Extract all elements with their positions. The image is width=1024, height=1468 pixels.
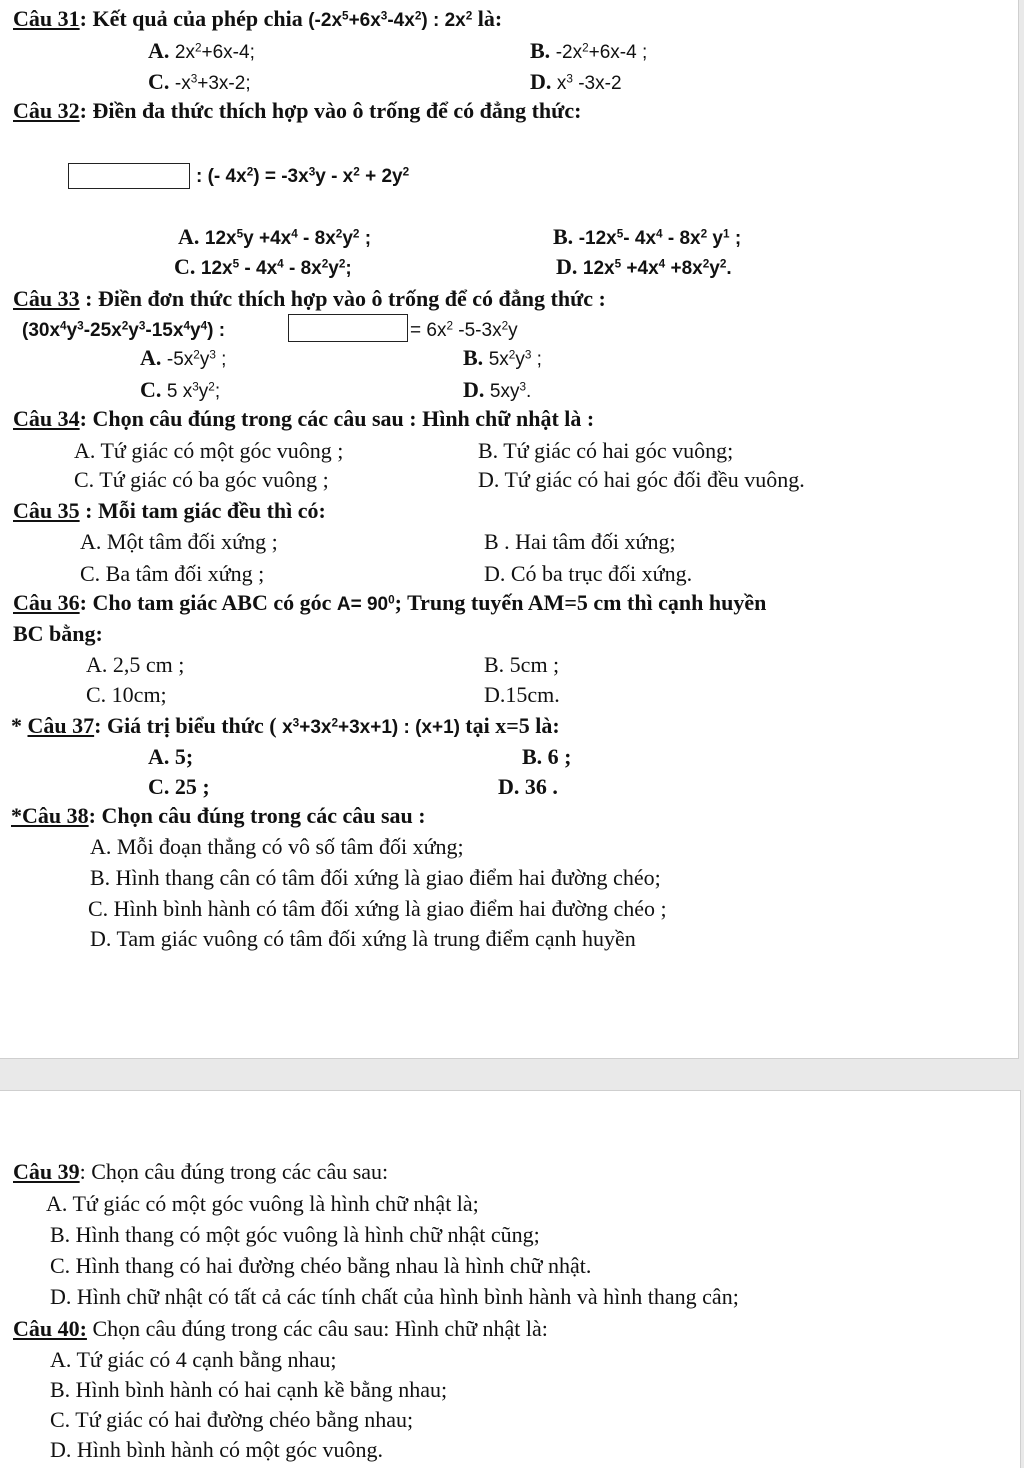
option-d[interactable]: D. Có ba trục đối xứng. — [484, 561, 693, 586]
option-d[interactable]: D. 36 . — [498, 774, 558, 799]
page-2 — [0, 1090, 1021, 1468]
option-a[interactable]: A. Tứ giác có một góc vuông là hình chữ nhật là; — [46, 1191, 479, 1216]
option-c[interactable]: C. $12x^5 - 4x^4 - 8x^2y^2$; — [174, 254, 352, 279]
option-c[interactable]: C. 10cm; — [86, 682, 167, 707]
question-stem: : Mỗi tam giác đều thì có: — [79, 498, 326, 523]
option-c[interactable]: C. Tứ giác có hai đường chéo bằng nhau; — [50, 1407, 414, 1432]
question-label: *Câu 38 — [11, 803, 89, 828]
option-d[interactable]: D. Tam giác vuông có tâm đối xứng là trung điểm cạnh huyền — [90, 926, 636, 951]
question-40 — [13, 1316, 548, 1342]
question-stem-line2: BC bằng: — [13, 621, 103, 646]
equation-right: = $6x^2$ $-5-3x^2y$ — [410, 319, 518, 341]
equation-left: $(30x^4y^3-25x^2y^3-15x^4y^4)$ : — [22, 319, 226, 341]
question-34 — [13, 406, 594, 432]
question-stem: : Giá trị biểu thức ( — [94, 713, 283, 738]
question-stem: Chọn câu đúng trong các câu sau: Hình chữ nhật là: — [86, 1316, 548, 1341]
question-label: Câu 32 — [13, 98, 80, 123]
question-label: Câu 37 — [27, 713, 95, 738]
option-b[interactable]: B. $5x^2y^3$ ; — [463, 345, 542, 370]
option-b[interactable]: B. 5cm ; — [484, 652, 560, 677]
question-36 — [13, 590, 766, 618]
question-label: Câu 35 — [13, 498, 80, 523]
question-35 — [13, 498, 326, 524]
option-c[interactable]: C. 5 $x^3y^2$; — [140, 377, 221, 402]
question-label: Câu 34 — [13, 406, 80, 431]
option-d[interactable]: D. Tứ giác có hai góc đối đều vuông. — [478, 467, 805, 492]
option-c[interactable]: C. Ba tâm đối xứng ; — [80, 561, 265, 586]
option-b[interactable]: B . Hai tâm đối xứng; — [484, 529, 676, 554]
question-label: Câu 36 — [13, 590, 80, 615]
option-a[interactable]: A. $12x^5y +4x^4 - 8x^2y^2$ ; — [178, 224, 372, 249]
question-stem: : Chọn câu đúng trong các câu sau: — [79, 1159, 389, 1184]
angle-expression: $A= 90^0$ — [336, 593, 395, 615]
question-39 — [13, 1159, 388, 1185]
question-stem: : Chọn câu đúng trong các câu sau : — [88, 803, 426, 828]
option-a[interactable]: A. $-5x^2y^3$ ; — [140, 345, 227, 370]
option-d[interactable]: D. $5xy^3$. — [463, 377, 532, 402]
question-37: * Câu 37: Giá trị biểu thức ( $x^3+3x^2+3x+1$) : (x+1) tại x=5 là: — [11, 713, 560, 738]
blank-box[interactable] — [288, 314, 408, 342]
question-31: Câu 31: Kết quả của phép chia $(-2x^5+6x^3-4x^2)$ : $2x^2$ là: — [13, 6, 503, 31]
question-38 — [11, 803, 426, 829]
option-c[interactable]: C. Hình bình hành có tâm đối xứng là giao điểm hai đường chéo ; — [88, 896, 667, 921]
option-b[interactable]: B. Hình thang cân có tâm đối xứng là giao điểm hai đường chéo; — [90, 865, 661, 890]
option-a[interactable]: A. Mỗi đoạn thẳng có vô số tâm đối xứng; — [90, 834, 464, 859]
option-a[interactable]: A. $2x^2+6x-4$; — [148, 38, 255, 63]
option-b[interactable]: B. Hình thang có một góc vuông là hình chữ nhật cũng; — [50, 1222, 540, 1247]
option-a[interactable]: A. Tứ giác có 4 cạnh bằng nhau; — [50, 1347, 337, 1372]
option-a[interactable]: A. 2,5 cm ; — [86, 652, 185, 677]
question-stem: : Điền đa thức thích hợp vào ô trống để có đẳng thức: — [79, 98, 582, 123]
question-33 — [13, 286, 606, 312]
question-32 — [13, 98, 581, 124]
option-d[interactable]: D. Hình bình hành có một góc vuông. — [50, 1437, 384, 1462]
question-stem: : Điền đơn thức thích hợp vào ô trống để có đẳng thức : — [79, 286, 606, 311]
expression: $x^3+3x^2+3x+1$) : (x+1) — [282, 716, 466, 738]
option-b[interactable]: B. $-12x^5-$ $4x^4 - 8x^2$ $y^1$ ; — [553, 224, 742, 249]
option-a[interactable]: A. Một tâm đối xứng ; — [80, 529, 278, 554]
option-d[interactable]: D. $x^3$ -3x-2 — [530, 69, 622, 94]
option-c[interactable]: C. $-x^3+3x-2$; — [148, 69, 251, 94]
equation: : (- $4x^2) = -3x^3y - x^2 + 2y^2$ — [196, 165, 410, 187]
option-a[interactable]: A. Tứ giác có một góc vuông ; — [74, 438, 344, 463]
question-label: Câu 33 — [13, 286, 80, 311]
option-b[interactable]: B. 6 ; — [522, 744, 572, 769]
option-b[interactable]: B. Tứ giác có hai góc vuông; — [478, 438, 734, 463]
option-b[interactable]: B. $-2x^2+6x-4$ ; — [530, 38, 648, 63]
option-d[interactable]: D. $12x^5 +4x^4 +8x^2y^2$. — [556, 254, 732, 279]
option-c[interactable]: C. 25 ; — [148, 774, 210, 799]
option-c[interactable]: C. Tứ giác có ba góc vuông ; — [74, 467, 329, 492]
option-c[interactable]: C. Hình thang có hai đường chéo bằng nhau là hình chữ nhật. — [50, 1253, 592, 1278]
question-label: Câu 39 — [13, 1159, 80, 1184]
question-stem-cont: ; Trung tuyến AM=5 cm thì cạnh huyền — [394, 590, 767, 615]
question-stem: : Chọn câu đúng trong các câu sau : Hình chữ nhật là : — [79, 406, 595, 431]
option-d[interactable]: D. Hình chữ nhật có tất cả các tính chất của hình bình hành và hình thang cân; — [50, 1284, 739, 1309]
blank-box[interactable] — [68, 163, 190, 189]
question-stem: : Cho tam giác ABC có góc — [79, 590, 337, 615]
question-label: Câu 31 — [13, 6, 80, 31]
option-d[interactable]: D.15cm. — [484, 682, 560, 707]
option-b[interactable]: B. Hình bình hành có hai cạnh kề bằng nhau; — [50, 1377, 448, 1402]
question-label: Câu 40: — [13, 1316, 87, 1341]
division-expression: $(-2x^5+6x^3-4x^2)$ : $2x^2$ — [308, 9, 473, 31]
option-a[interactable]: A. 5; — [148, 744, 194, 769]
question-stem: : Kết quả của phép chia — [79, 6, 309, 31]
